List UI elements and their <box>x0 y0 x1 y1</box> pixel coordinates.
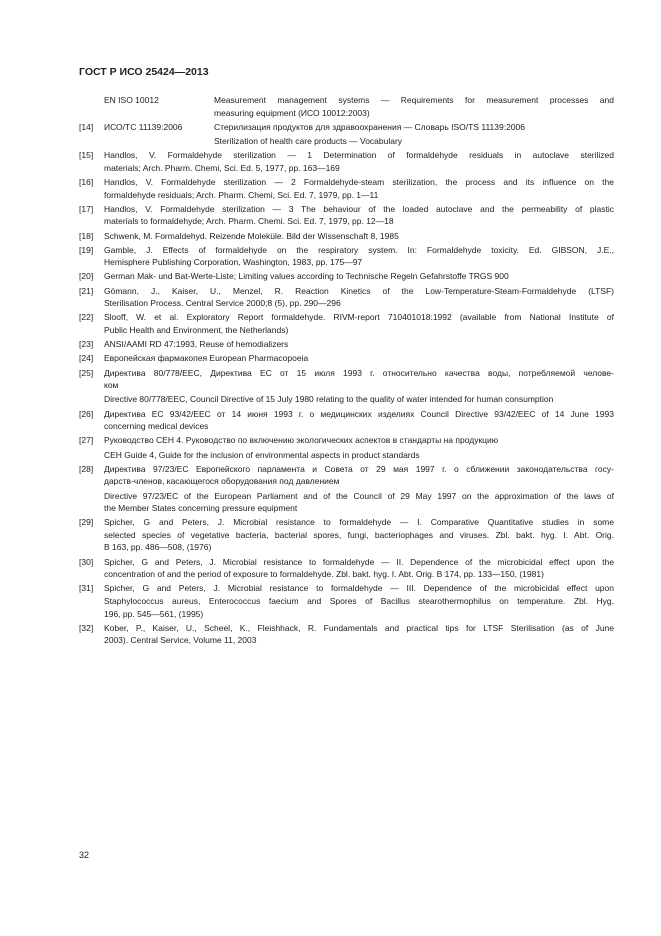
entry-number: [16] <box>79 176 94 187</box>
entry-line: 196, pp. 545—561, (1995) <box>104 608 204 619</box>
entry-number: [15] <box>79 150 94 161</box>
page-header-standard-number: ГОСТ Р ИСО 25424—2013 <box>79 66 209 78</box>
entry-line: Gömann, J., Kaiser, U., Menzel, R. Reaction Kinetics of the Low-Temperature-Steam-Formaldehyde (LTSF) <box>104 285 614 296</box>
entry-number: [17] <box>79 203 94 214</box>
entry-line: CEH Guide 4, Guide for the inclusion of environmental aspects in product standards <box>104 449 420 460</box>
entry-paragraph <box>104 449 614 462</box>
entry-body <box>104 149 614 174</box>
entry-line: дарств-членов, касающегося оборудования под давлением <box>104 476 340 487</box>
entry-number: [18] <box>79 230 94 241</box>
bibliography-entry <box>79 270 614 283</box>
bibliography-entry <box>79 556 614 581</box>
entry-number: [28] <box>79 463 94 474</box>
entry-paragraph <box>104 203 614 228</box>
entry-line: formaldehyde residuals; Arch. Pharm. Chemi, Sci. Ed. 7, 1979, pp. 1—11 <box>104 189 379 200</box>
entry-description <box>214 94 614 119</box>
entry-number: [20] <box>79 271 94 282</box>
entry-body <box>104 285 614 310</box>
bibliography-entry <box>79 622 614 647</box>
entry-line: Sterilisation Process. Central Service 2000;8 (5), pp. 290—296 <box>104 298 341 309</box>
entry-number: [31] <box>79 583 94 594</box>
entry-paragraph <box>104 556 614 581</box>
entry-line: Hemisphere Publishing Corporation, Washington, 1983, pp. 175—97 <box>104 257 363 268</box>
entry-number: [30] <box>79 556 94 567</box>
entry-line: measuring equipment (ИСО 10012:2003) <box>214 107 370 118</box>
entry-body <box>104 408 614 433</box>
entry-paragraph <box>214 135 614 148</box>
entry-body <box>104 556 614 581</box>
entry-body <box>104 463 614 515</box>
entry-document-code: EN ISO 10012 <box>104 95 159 105</box>
entry-body <box>104 516 614 554</box>
entry-number: [21] <box>79 285 94 296</box>
entry-line: Directive 80/778/EEC, Council Directive of 15 July 1980 relating to the quality of water intended for human consumption <box>104 394 554 405</box>
entry-line: Sterilization of health care products — Vocabulary <box>214 135 403 146</box>
bibliography-entry <box>79 203 614 228</box>
entry-paragraph <box>104 244 614 269</box>
bibliography-entry <box>79 352 614 365</box>
entry-line: Стерилизация продуктов для здравоохранения — Словарь ISO/TS 11139:2006 <box>214 121 525 132</box>
entry-line: Staphylococcus aureus, Enterococcus faecium and Spores of Bacillus stearothermophilus on temperature. Zbl. Hyg. <box>104 596 614 607</box>
entry-line: materials; Arch. Pharm. Chemi, Sci. Ed. 5, 1977, pp. 163—169 <box>104 162 340 173</box>
entry-line: Handlos, V. Formaldehyde sterilization — 3 The behaviour of the loaded autoclave and the permeability of plastic <box>104 203 614 214</box>
entry-document-code: ИСО/ТС 11139:2006 <box>104 121 183 132</box>
entry-body <box>104 311 614 336</box>
entry-body <box>104 352 614 365</box>
entry-number: [25] <box>79 367 94 378</box>
entry-line: Slooff, W. et al. Exploratory Report formaldehyde. RIVM-report 710401018:1992 (available from National Institute of <box>104 312 614 323</box>
bibliography-entry <box>79 121 614 148</box>
entry-line: Measurement management systems — Requirements for measurement processes and <box>214 95 614 105</box>
entry-line: Европейская фармакопея European Pharmacopoeia <box>104 353 309 364</box>
entry-body <box>104 622 614 647</box>
entry-line: ком <box>104 380 119 391</box>
entry-paragraph <box>104 408 614 433</box>
entry-body <box>104 582 614 620</box>
entry-line: B 163, pp. 486—508, (1976) <box>104 542 212 553</box>
entry-paragraph <box>104 352 614 365</box>
entry-line: Handlos, V. Formaldehyde sterilization — 1 Determination of formaldehyde residuals in autoclave sterilized <box>104 150 614 161</box>
entry-body <box>104 121 614 148</box>
entry-line: Spicher, G and Peters, J. Microbial resistance to formaldehyde — II. Dependence of the microbicidal effect upon the <box>104 556 614 567</box>
entry-line: concerning medical devices <box>104 421 209 432</box>
entry-line: the Member States concerning pressure equipment <box>104 503 298 514</box>
entry-line: Директива 80/778/ЕЕС, Директива ЕС от 15 июля 1993 г. относительно качества воды, потребляемой челове- <box>104 367 614 378</box>
entry-number: [22] <box>79 312 94 323</box>
entry-line: materials to formaldehyde; Arch. Pharm. Chemi. Sci. Ed. 7, 1979, pp. 12—18 <box>104 216 394 227</box>
entry-line: Public Health and Environment, the Netherlands) <box>104 325 289 336</box>
entry-number: [26] <box>79 408 94 419</box>
entry-body <box>104 203 614 228</box>
entry-paragraph <box>104 230 614 243</box>
entry-paragraph <box>104 338 614 351</box>
bibliography-entry <box>79 463 614 515</box>
entry-body <box>104 244 614 269</box>
entry-line: Directive 97/23/EC of the European Parliament and of the Council of 29 May 1997 on the approximation of the laws of <box>104 490 614 501</box>
entry-line: concentration of and the period of exposure to formaldehyde. Zbl. bakt. hyg. I. Abt. Orig. B 174, pp. 133—150, (1981) <box>104 569 544 580</box>
entry-line: Spicher, G and Peters, J. Microbial resistance to formaldehyde — I. Comparative Quantitative studies in some <box>104 517 614 528</box>
bibliography-entry <box>79 244 614 269</box>
entry-description <box>214 121 614 148</box>
entry-paragraph <box>104 516 614 554</box>
entry-number: [19] <box>79 244 94 255</box>
entry-paragraph <box>104 270 614 283</box>
entry-line: Руководство СЕН 4. Руководство по включению экологических аспектов в стандарты на продукцию <box>104 435 499 446</box>
entry-line: German Mak- und Bat-Werte-Liste; Limiting values according to Technische Regeln Gefahrstoffe TRGS 900 <box>104 271 509 282</box>
entry-number: [23] <box>79 339 94 350</box>
entry-paragraph <box>104 149 614 174</box>
bibliography-entry <box>79 338 614 351</box>
entry-paragraph <box>214 94 614 119</box>
entry-body <box>104 230 614 243</box>
entry-line: Kober, P., Kaiser, U., Scheel, K., Fleishhack, R. Fundamentals and practical tips for LTSF Sterilisation (as of June <box>104 622 614 633</box>
entry-paragraph <box>104 490 614 515</box>
entry-paragraph <box>104 367 614 392</box>
bibliography-entry <box>79 434 614 461</box>
entry-paragraph <box>104 434 614 447</box>
entry-body <box>104 338 614 351</box>
entry-number: [32] <box>79 622 94 633</box>
entry-body <box>104 176 614 201</box>
entry-line: selected species of vegetative bacteria, bacterial spores, fungi, bacteriophages and viruses. Zbl. bakt. hyg. I. Abt. Orig. <box>104 529 614 540</box>
bibliography-entry <box>79 94 614 119</box>
bibliography-entry <box>79 582 614 620</box>
entry-line: Директива ЕС 93/42/ЕЕС от 14 июня 1993 г. о медицинских изделиях Council Directive 93/42/EEC of 14 June 1993 <box>104 408 614 419</box>
bibliography-entry <box>79 367 614 406</box>
entry-number <box>79 94 104 119</box>
bibliography-entry <box>79 230 614 243</box>
entry-paragraph <box>104 622 614 647</box>
entry-paragraph <box>104 393 614 406</box>
entry-line: Schwenk, M. Formaldehyd. Reizende Moleküle. Bild der Wissenschaft 8, 1985 <box>104 230 399 241</box>
entry-number: [27] <box>79 435 94 446</box>
entry-paragraph <box>104 463 614 488</box>
entry-paragraph <box>104 176 614 201</box>
page-number: 32 <box>79 850 90 860</box>
entry-paragraph <box>104 582 614 620</box>
bibliography-entry <box>79 149 614 174</box>
entry-body <box>104 270 614 283</box>
entry-number: [24] <box>79 353 94 364</box>
entry-body <box>104 367 614 406</box>
entry-number: [14] <box>79 121 94 132</box>
entry-line: Spicher, G and Peters, J. Microbial resistance to formaldehyde — III. Dependence of the microbicidal effect upon <box>104 583 614 594</box>
entry-line: 2003). Central Service, Volume 11, 2003 <box>104 635 257 646</box>
bibliography-entry <box>79 176 614 201</box>
bibliography-entry <box>79 408 614 433</box>
entry-number: [29] <box>79 517 94 528</box>
entry-line: Handlos, V. Formaldehyde sterilization — 2 Formaldehyde-steam sterilization, the process and its influence on the <box>104 176 614 187</box>
entry-paragraph <box>104 285 614 310</box>
entry-line: Gamble, J. Effects of formaldehyde on the respiratory system. In: Formaldehyde toxicity. Ed. GIBSON, J.E., <box>104 244 614 255</box>
entry-body <box>104 434 614 461</box>
bibliography-entry <box>79 516 614 554</box>
entry-body <box>104 94 614 119</box>
entry-paragraph <box>214 121 614 134</box>
entry-line: Директива 97/23/ЕС Европейского парламента и Совета от 29 мая 1997 г. о сближении законодательства госу- <box>104 463 614 474</box>
entry-line: ANSI/AAMI RD 47:1993, Reuse of hemodializers <box>104 339 289 350</box>
entry-paragraph <box>104 311 614 336</box>
bibliography-entry <box>79 285 614 310</box>
bibliography-list <box>79 94 614 647</box>
bibliography-entry <box>79 311 614 336</box>
